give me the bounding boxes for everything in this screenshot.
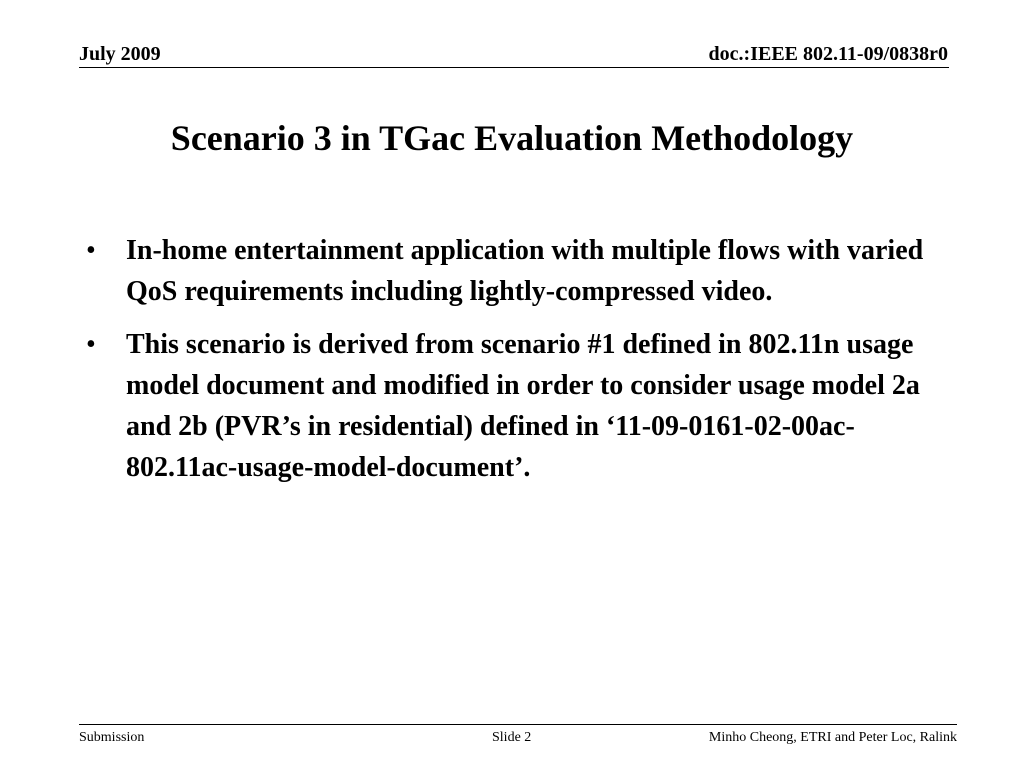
bullet-marker: • [86,235,96,266]
bullet-marker: • [86,329,96,360]
bullet-list [84,230,929,500]
bullet-text: This scenario is derived from scenario #1 defined in 802.11n usage model document and modified in order to consider usage model 2a and 2b (PVR’s in residential) defined in ‘11-09-0161-02-00ac-802.11ac-usage-model-document’. [126,329,920,483]
header-date: July 2009 [79,43,161,65]
footer-submission: Submission [79,730,145,745]
footer-divider [79,724,957,725]
bullet-item [84,230,929,312]
footer-authors: Minho Cheong, ETRI and Peter Loc, Ralink [708,730,957,745]
header-divider [79,67,949,68]
bullet-item [84,324,929,488]
bullet-text: In-home entertainment application with multiple flows with varied QoS requirements including lightly-compressed video. [126,235,924,307]
slide-title: Scenario 3 in TGac Evaluation Methodology [170,118,854,158]
header-doc-id: doc.:IEEE 802.11-09/0838r0 [708,43,948,65]
footer-slide-number: Slide 2 [492,730,532,745]
